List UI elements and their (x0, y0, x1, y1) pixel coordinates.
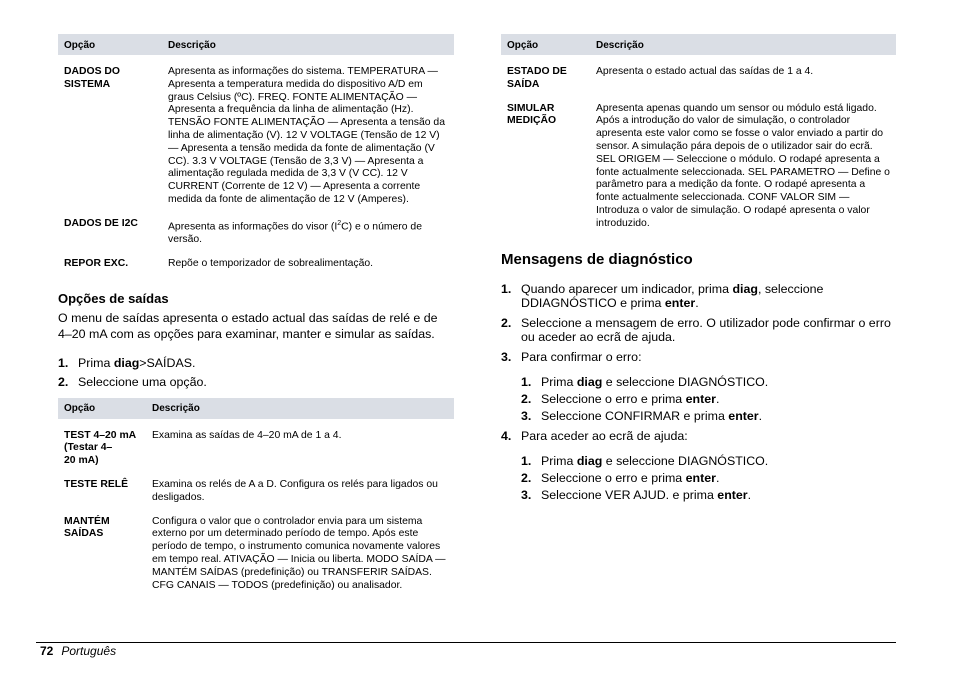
confirm-substeps (521, 375, 896, 423)
option-cell: MANTÉM SAÍDAS (64, 515, 110, 540)
step-number: 1. (521, 453, 532, 468)
help-substeps (521, 454, 896, 502)
step-keyword: enter (664, 295, 696, 310)
description-cell: Examina as saídas de 4–20 mA de 1 a 4. (152, 429, 342, 441)
step-text: Seleccione CONFIRMAR e prima (541, 408, 729, 423)
description-cell: Apresenta o estado actual das saídas de 1 a 4. (596, 66, 814, 77)
list-item (501, 350, 896, 423)
outputs-heading: Opções de saídas (58, 290, 169, 306)
option-cell: TESTE RELÊ (64, 479, 129, 491)
step-number: 2. (501, 315, 512, 330)
description-cell: Repõe o temporizador de sobrealimentação. (168, 257, 374, 269)
step-keyword: enter (685, 391, 716, 406)
step-text: . (715, 391, 720, 406)
list-item (521, 454, 896, 468)
step-text: Para confirmar o erro: (521, 349, 642, 364)
list-item (521, 488, 896, 502)
list-item (58, 375, 454, 389)
step-text: Seleccione o erro e prima (541, 470, 686, 485)
page-number: 72 (40, 644, 54, 658)
option-cell: DADOS DE I2C (64, 217, 138, 229)
table-row (501, 92, 896, 231)
step-text: Prima (541, 453, 577, 468)
step-number: 2. (521, 391, 532, 406)
header-option: Opção (58, 34, 162, 55)
option-line: (Testar 4– (64, 442, 113, 454)
step-text: e seleccione DIAGNÓSTICO. (602, 374, 769, 389)
header-description: Descrição (590, 34, 896, 55)
step-number: 4. (501, 428, 512, 443)
header-option: Opção (501, 34, 590, 55)
outputs-intro: O menu de saídas apresenta o estado actual das saídas de relé e de 4–20 mA com as opções para examinar, manter e simular as saídas. (58, 310, 438, 341)
step-text: Prima (78, 355, 114, 370)
table-row (58, 505, 454, 593)
step-text: e seleccione DIAGNÓSTICO. (602, 453, 769, 468)
step-text: Quando aparecer um indicador, prima (521, 281, 733, 296)
option-cell: ESTADO DE SAÍDA (507, 66, 567, 90)
step-number: 3. (501, 349, 512, 364)
description-text: C) e o número de versão. (168, 221, 422, 246)
table-header-row (501, 34, 896, 55)
list-item (501, 429, 896, 502)
step-text: , seleccione DDIAGNÓSTICO e prima (521, 281, 824, 310)
table-row (58, 207, 454, 247)
step-number: 1. (501, 281, 512, 296)
list-item (521, 375, 896, 389)
step-keyword: enter (717, 487, 748, 502)
table-header-row (58, 398, 454, 419)
step-number: 1. (521, 374, 532, 389)
description-text: Apresenta as informações do visor (I (168, 221, 338, 233)
description-cell: Apresenta apenas quando um sensor ou módulo está ligado. Após a introdução do valor de simulação, o controlador apresenta este valor como se fosse o valor enviado a partir do sensor. A simulação pára depois de o utilizador sair do ecrã. SEL ORIGEM — Seleccione o módulo. O rodapé apresenta a fonte actualmente seleccionada. SEL PARAMETRO — Define o parâmetro para a medição da fonte. O rodapé apresenta a fonte actualmente seleccionada. CONF VALOR SIM — Introduza o valor de simulação. O rodapé apresenta o valor introduzido. (596, 102, 890, 229)
step-number: 2. (521, 470, 532, 485)
outputs-options-table (58, 398, 454, 593)
option-line: TEST 4–20 mA (64, 429, 137, 441)
step-text: Prima (541, 374, 577, 389)
list-item (521, 409, 896, 423)
table-row (58, 247, 454, 271)
step-keyword: diag (113, 355, 140, 370)
step-text: . (747, 487, 752, 502)
description-cell: Configura o valor que o controlador envia para um sistema externo por um determinado período de tempo. Após este período de tempo, o instrumento comunica novamente valores em tempo real. ATIVAÇÃO — Inicia ou liberta. MODO SAÍDA — MANTÉM SAÍDAS (predefinição) ou TRANSFERIR SAÍDAS. CFG CANAIS — TODOS (predefinição) ou analisador. (152, 515, 446, 591)
option-cell: SIMULAR MEDIÇÃO (507, 102, 557, 127)
list-item (58, 356, 454, 370)
header-description: Descrição (162, 34, 454, 55)
step-text: >SAÍDAS. (139, 355, 196, 370)
table-header-row (58, 34, 454, 55)
header-option: Opção (58, 398, 146, 419)
left-column (58, 34, 454, 592)
diagnostics-steps (501, 282, 896, 502)
list-item (521, 392, 896, 406)
step-number: 3. (521, 408, 532, 423)
diagnostics-heading: Mensagens de diagnóstico (501, 250, 693, 268)
step-text: Seleccione a mensagem de erro. O utilizador pode confirmar o erro ou aceder ao ecrã de ajuda. (521, 315, 891, 344)
step-text: . (758, 408, 763, 423)
step-text: . (715, 470, 720, 485)
option-cell (58, 419, 146, 468)
footer-language: Português (61, 644, 117, 658)
page-footer (40, 644, 116, 658)
simulation-options-table (501, 34, 896, 231)
step-text: Seleccione o erro e prima (541, 391, 686, 406)
option-cell: DADOS DO SISTEMA (64, 66, 120, 90)
right-column (501, 34, 896, 502)
step-number: 1. (58, 355, 69, 370)
table-row (58, 419, 454, 468)
step-text: Para aceder ao ecrã de ajuda: (521, 428, 688, 443)
step-keyword: diag (576, 453, 603, 468)
option-cell: REPOR EXC. (64, 257, 129, 269)
superscript: 2 (337, 219, 342, 227)
header-description: Descrição (146, 398, 454, 419)
system-options-table (58, 34, 454, 271)
footer-divider (36, 642, 896, 643)
table-row (501, 55, 896, 92)
step-text: Seleccione uma opção. (78, 374, 207, 389)
step-number: 2. (58, 374, 69, 389)
description-cell (162, 207, 454, 247)
table-row (58, 468, 454, 505)
list-item (501, 316, 896, 344)
list-item (501, 282, 896, 310)
step-number: 3. (521, 487, 532, 502)
step-text: Seleccione VER AJUD. e prima (541, 487, 718, 502)
table-row (58, 55, 454, 207)
step-keyword: diag (732, 281, 758, 296)
outputs-steps (58, 356, 454, 389)
description-cell: Examina os relés de A a D. Configura os relés para ligados ou desligados. (152, 479, 438, 503)
list-item (521, 471, 896, 485)
description-cell: Apresenta as informações do sistema. TEMPERATURA — Apresenta a temperatura medida do dispositivo A/D em graus Celsius (ºC). FREQ. FONTE ALIMENTAÇÃO — Apresenta a frequência da linha de alimentação (Hz). TENSÃO FONTE ALIMENTAÇÃO — Apresenta a tensão da linha de alimentação (V). 12 V VOLTAGE (Tensão de 12 V) — Apresenta a tensão medida da fonte de alimentação (V CC). 3.3 V VOLTAGE (Tensão de 3,3 V) — Apresenta a alimentação regulada medida de 3,3 V (V CC). 12 V CURRENT (Corrente de 12 V) — Apresenta a corrente medida da fonte de alimentação de 12 V (Amperes). (168, 66, 445, 205)
step-text: . (695, 295, 699, 310)
step-keyword: diag (576, 374, 603, 389)
step-keyword: enter (685, 470, 716, 485)
option-line: 20 mA) (64, 455, 99, 467)
step-keyword: enter (728, 408, 759, 423)
